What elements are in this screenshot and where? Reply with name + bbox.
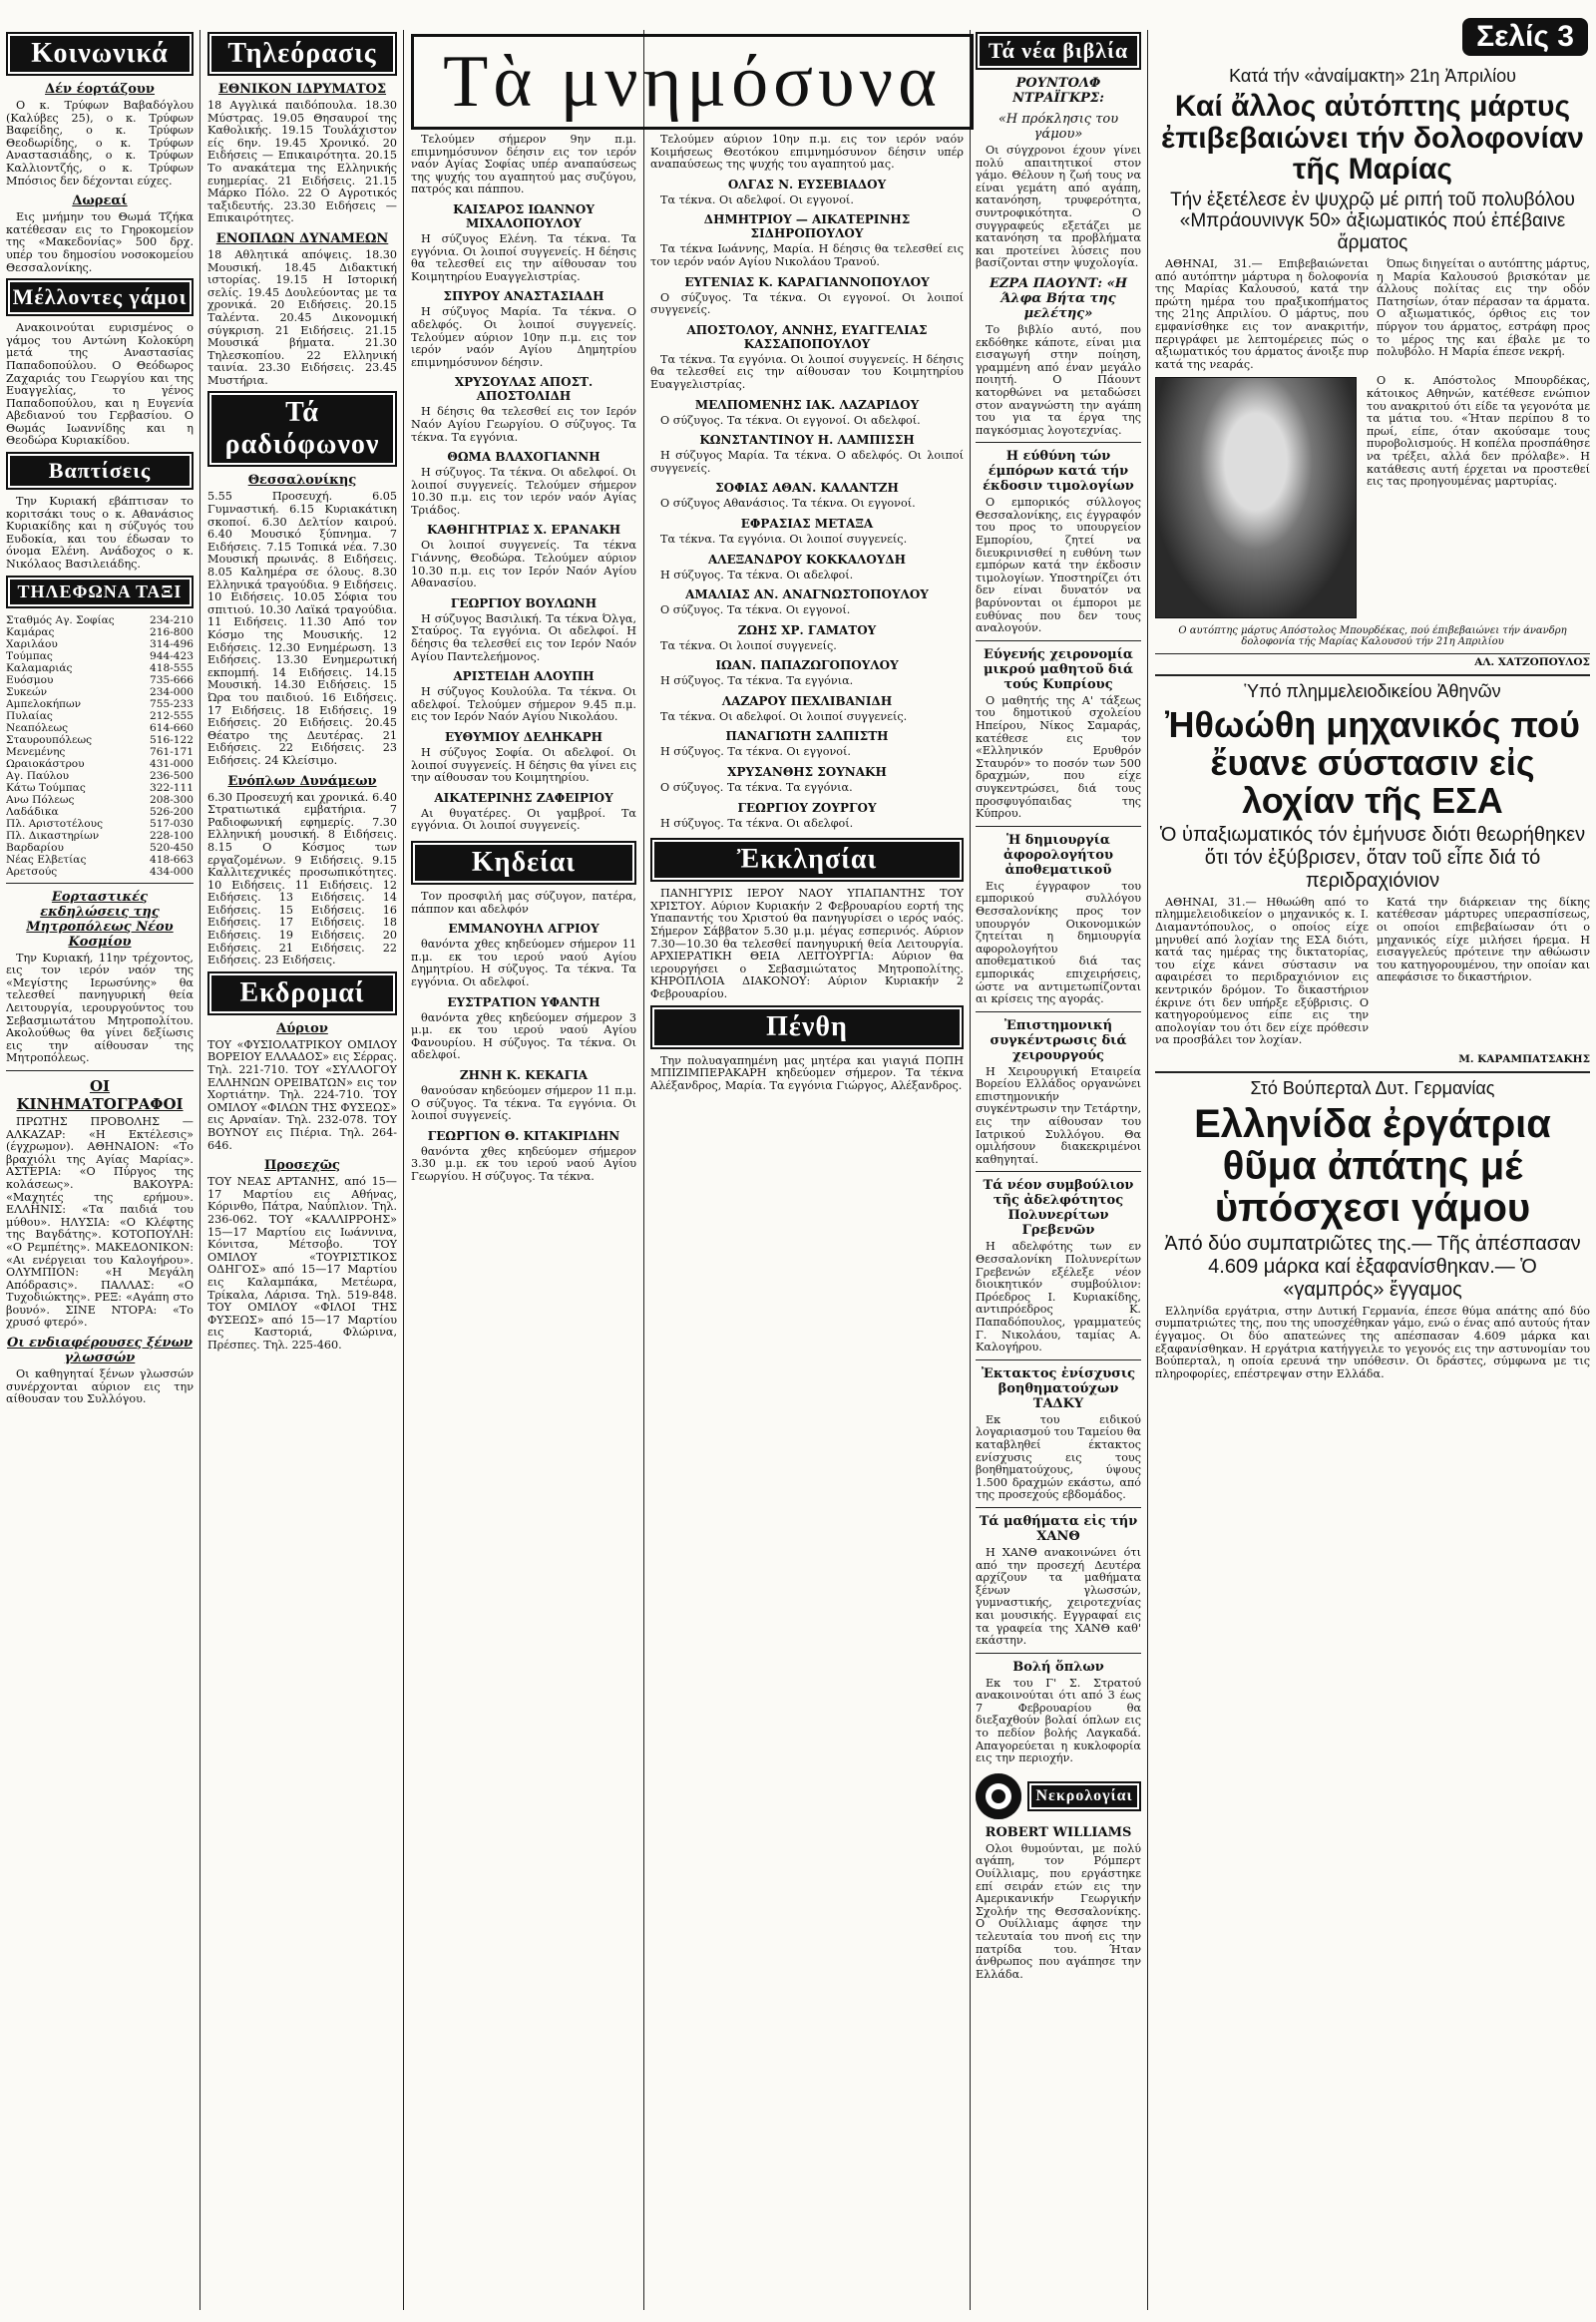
phone-number: 761-171 bbox=[149, 745, 194, 758]
phone-label: Πλ. Αριστοτέλους bbox=[6, 817, 104, 830]
phone-number: 755-233 bbox=[149, 697, 194, 710]
article-headline: Ελληνίδα ἐργάτρια θῦμα ἀπάτης μέ ὑπόσχεσι γάμου bbox=[1194, 1101, 1551, 1230]
phone-number: 212-555 bbox=[149, 709, 194, 722]
article-deck: Ὁ ὑπαξιωματικός τόν ἐμήνυσε διότι θεωρήθηκεν ὅτι τόν ἐξύβρισεν, ὅταν τοῦ εἶπε διά τό περιδραχιόνιον bbox=[1159, 823, 1586, 892]
section-header-mourning: Πένθη bbox=[650, 1005, 964, 1049]
article-body-top bbox=[1155, 258, 1590, 375]
notice-text: Η σύζυγος. Τα τέκνα. Οι εγγονοί. bbox=[660, 745, 851, 759]
paragraph: Την πολυαγαπημένη μας μητέρα και γιαγιά ΠΟΠΗ ΜΠΙΖΙΜΠΕΡΑΚΑΡΗ κηδεύομεν σήμερον. Τα τέκνα Αλέξανδρος, Μαρία. Τα εγγόνια Γιώργος, Αλέξανδρος. bbox=[650, 1053, 964, 1092]
deceased-name: ΓΕΩΡΓΙΟΝ Θ. ΚΙΤΑΚΙΡΙΔΗΝ bbox=[427, 1128, 620, 1143]
article-deck: Τήν ἐξετέλεσε ἐν ψυχρῷ μέ ριπή τοῦ πολυβόλου «Μπράουνινγκ 50» ἀξιωματικός πού ἐπέβαινε ἅρματος bbox=[1170, 189, 1575, 254]
article-title: Εύγενής χειρονομία μικρού μαθητοῦ διά τούς Κυπρίους bbox=[984, 646, 1133, 692]
notice-text: θανούσαν κηδεύομεν σήμερον 11 π.μ. Ο σύζυγος. Τα τέκνα. Τα εγγόνια. Οι λοιποί συγγενείς. bbox=[411, 1083, 636, 1123]
section-header-funerals: Κηδείαι bbox=[411, 841, 636, 885]
paragraph: Η ΧΑΝΘ ανακοινώνει ότι από την προσεχή Δευτέρα αρχίζουν τα μαθήματα ξένων γλωσσών, γυμναστικής, χειροτεχνίας και μουσικής. Εγγραφαί εις τα γραφεία της ΧΑΝΘ καθ' εκάστην. bbox=[976, 1545, 1141, 1648]
phone-number: 520-450 bbox=[149, 841, 194, 854]
memorial-list bbox=[650, 134, 964, 830]
notice-text: Η σύζυγος Σοφία. Οι αδελφοί. Οι λοιποί συγγενείς. Η δέησις θα γίνει εις την αίθουσαν του Κοιμητηρίου. bbox=[411, 746, 636, 785]
witness-photo bbox=[1155, 377, 1357, 618]
phone-row bbox=[6, 758, 194, 770]
article-title: Ἐκτακτος ἐνίσχυσις βοηθηματούχων ΤΑΔΚΥ bbox=[981, 1365, 1136, 1411]
phone-row bbox=[6, 674, 194, 686]
subheading: Αύριον bbox=[276, 1020, 328, 1036]
subheading: Οι ενδιαφέρουσες ξένων γλωσσών bbox=[7, 1336, 193, 1366]
paragraph: Ολοι θυμούνται, με πολύ αγάπη, τον Ρόμπερτ Ουίλλιαμς, που εργάστηκε επί σειράν ετών εις την Αμερικανικήν Γεωργικήν Σχολήν της Θεσσαλονίκης. Ο Ουίλλιαμς άφησε την τελευταία του πνοή εις την πατρίδα του. Ήταν άνθρωπος που αγάπησε την Ελλάδα. bbox=[976, 1841, 1141, 1981]
notice-text: Ο σύζυγος. Τα τέκνα. Τα εγγόνια. bbox=[660, 781, 853, 795]
subheading: Προσεχῶς bbox=[264, 1158, 340, 1174]
paragraph: Οι σύγχρονοι έχουν γίνει πολύ απαιτητικοί στον γάμο. Θέλουν η ζωή τους να είναι γεμάτη από αγάπη, κατανόηση, τρυφερότητα, συντροφικότητα. Ο συγγραφεύς εξετάζει με κατανόηση τα προβλήματα και προτείνει λύσεις που βασίζονται στην ψυχολογία. bbox=[976, 144, 1141, 270]
notice-text: Τα τέκνα. Οι λοιποί συγγενείς. bbox=[660, 638, 837, 652]
phone-label: Αμπελοκήπων bbox=[6, 697, 82, 710]
paragraph: Ο κ. Απόστολος Μπουρδέκας, κάτοικος Αθηνών, κατέθεσε ενώπιον του ανακριτού ότι είδε τα γεγονότα με τα μάτια του. «Ήταν περίπου 8 το πρωί, είπε, όταν ακούσαμε τους πυροβολισμούς. Η κοπέλα προσπάθησε να τρέξει, αλλά δεν πρόλαβε». Η κατάθεσις αυτή έρχεται να προστεθεί εις τας προηγουμένας μαρτυρίας. bbox=[1367, 375, 1590, 489]
notice-text: Τα τέκνα Ιωάννης, Μαρία. Η δέησις θα τελεσθεί εις τον ιερόν ναόν Αγίου Νικολάου Τρανού. bbox=[650, 242, 964, 268]
column-rule bbox=[403, 30, 404, 2310]
divider bbox=[976, 1171, 1141, 1172]
section-header-weddings: Μέλλοντες γάμοι bbox=[6, 278, 194, 316]
phone-number: 516-122 bbox=[149, 733, 194, 746]
notice-text: θανόντα χθες κηδεύομεν σήμερον 3.30 μ.μ. εκ του ιερού ναού Αγίου Γεωργίου. Η σύζυγος. Τα τέκνα. bbox=[411, 1144, 636, 1183]
photo-block bbox=[1155, 375, 1590, 622]
deceased-name: ΖΗΝΗ Κ. ΚΕΚΑΓΙΑ bbox=[459, 1067, 589, 1082]
column-memorials-2 bbox=[650, 134, 964, 2310]
deceased-name: ΑΙΚΑΤΕΡΙΝΗΣ ΖΑΦΕΙΡΙΟΥ bbox=[434, 790, 613, 805]
phone-label: Ανω Πόλεως bbox=[6, 793, 75, 806]
phone-number: 614-660 bbox=[149, 721, 194, 734]
divider bbox=[1155, 1071, 1590, 1073]
notice-text: Ο σύζυγος. Τα τέκνα. Οι εγγονοί. bbox=[660, 603, 851, 617]
paragraph: ΤΟΥ ΝΕΑΣ ΑΡΤΑΝΗΣ, από 15—17 Μαρτίου εις Αθήνας, Κόρινθο, Πάτρα, Ναύπλιον. Τηλ. 236-062. ΤΟΥ «ΚΑΛΛΙΡΡΟΗΣ» 15—17 Μαρτίου εις Ιωάννινα, Κόνιτσα, Μέτσοβο. ΤΟΥ ΟΜΙΛΟΥ «ΤΟΥΡΙΣΤΙΚΟΣ ΟΔΗΓΟΣ» από 15—17 Μαρτίου εις Καλαμπάκα, Μετέωρα, Τρίκαλα, Λάρισα. Τηλ. 519-848. ΤΟΥ ΟΜΙΛΟΥ «ΦΙΛΟΙ ΤΗΣ ΦΥΣΕΩΣ» από 15—17 Μαρτίου εις Καστοριά, Φλώρινα, Πρέσπες. Τηλ. 225-460. bbox=[207, 1175, 397, 1352]
notice-text: Τα τέκνα. Τα εγγόνια. Οι λοιποί συγγενείς. bbox=[660, 532, 908, 546]
notice-text: Η σύζυγος Ελένη. Τα τέκνα. Τα εγγόνια. Οι λοιποί συγγενείς. Η δέησις θα τελεσθεί εις την αίθουσαν του Κοιμητηρίου Ευαγγελιστρίας. bbox=[411, 231, 636, 283]
phone-row bbox=[6, 866, 194, 878]
subheading: Δέν έορτάζουν bbox=[45, 82, 155, 97]
column-rule bbox=[970, 30, 971, 2310]
deceased-name: ΟΛΓΑΣ Ν. ΕΥΣΕΒΙΑΔΟΥ bbox=[727, 177, 887, 192]
article-title: Τά μαθήματα εἰς τήν ΧΑΝΘ bbox=[979, 1513, 1138, 1544]
notice-text: Τον προσφιλή μας σύζυγον, πατέρα, πάππον και αδελφόν bbox=[411, 889, 636, 916]
phone-label: Αρετσούς bbox=[6, 865, 58, 878]
notice-text: Τα τέκνα. Οι αδελφοί. Οι εγγονοί. bbox=[660, 193, 854, 206]
section-header-new-books: Τά νέα βιβλία bbox=[976, 32, 1141, 70]
phone-row bbox=[6, 614, 194, 626]
column-books-news bbox=[976, 30, 1141, 2310]
paragraph: Η αδελφότης των εν Θεσσαλονίκη Πολυνερίτων Γρεβενών εξέλεξε νέον διοικητικόν συμβούλιον: Πρόεδρος Ι. Κυριακίδης, αντιπρόεδρος Κ. Παπαδόπουλος, γραμματεύς Γ. Νικολάου, ταμίας Α. Καλογήρου. bbox=[976, 1240, 1141, 1354]
phone-label: Ευόσμου bbox=[6, 673, 54, 686]
article-kicker: Στό Βούπερταλ Δυτ. Γερμανίας bbox=[1250, 1077, 1495, 1098]
column-tv-radio bbox=[207, 30, 397, 2310]
paragraph: Ανακοινούται ευρισμένος ο γάμος του Αντώνη Κολοκύρη μετά της Αναστασίας Παπαδοπούλου. Ο Θεόδωρος Ζαχαριάς του Γεωργίου και της Ευαγγελίας, το γένος Παπαδοπούλου, και η Ευγενία Αβεδιανού του Γερβασίου. Ο Θωμάς Ιωαννίδης και η Θεοδώρα Κυριακίδου. bbox=[6, 321, 194, 448]
photo-caption: Ο αυτόπτης μάρτυς Απόστολος Μπουρδέκας, πού έπιβεβαιώνει τήν άνανδρη δολοφονία τής Μαρίας Καλουσού τήν 21η Απριλίου bbox=[1155, 622, 1590, 654]
notice-text: Η σύζυγος. Τα τέκνα. Οι αδελφοί. Οι λοιποί συγγενείς. Τελούμεν σήμερον 10.30 π.μ. εις τον ιερόν ναόν Αγίας Τριάδος. bbox=[411, 466, 636, 517]
phone-number: 216-800 bbox=[149, 625, 194, 638]
paragraph: ΤΟΥ «ΦΥΣΙΟΛΑΤΡΙΚΟΥ ΟΜΙΛΟΥ ΒΟΡΕΙΟΥ ΕΛΛΑΔΟΣ» εις Σέρρας. Τηλ. 221-710. ΤΟΥ «ΣΥΛΛΟΓΟΥ ΕΛΛΗΝΩΝ ΟΡΕΙΒΑΤΩΝ» εις τον Χορτιάτην. Τηλ. 224-710. ΤΟΥ ΟΜΙΛΟΥ «ΦΙΛΩΝ ΤΗΣ ΦΥΣΕΩΣ» εις Αρναίαν. Τηλ. 232-078. ΤΟΥ ΒΟΥΝΟΥ εις Πιέρια. Τηλ. 264-646. bbox=[207, 1037, 397, 1152]
divider bbox=[6, 883, 194, 884]
phone-label: Νεαπόλεως bbox=[6, 721, 69, 734]
page-number-tag: Σελίς 3 bbox=[1462, 18, 1588, 56]
phone-row bbox=[6, 698, 194, 710]
phone-label: Αγ. Παύλου bbox=[6, 769, 70, 782]
deceased-name: ΑΛΕΞΑΝΔΡΟΥ ΚΟΚΚΑΛΟΥΔΗ bbox=[707, 552, 907, 567]
deceased-name: ΚΩΝΣΤΑΝΤΙΝΟΥ Η. ΛΑΜΠΙΣΣΗ bbox=[699, 433, 915, 448]
phone-number: 944-423 bbox=[149, 649, 194, 662]
section-header-tv: Τηλεόρασις bbox=[207, 32, 397, 76]
subheading: ΕΝΟΠΛΩΝ ΔΥΝΑΜΕΩΝ bbox=[215, 230, 389, 246]
byline: Μ. ΚΑΡΑΜΠΑΤΣΑΚΗΣ bbox=[1458, 1052, 1590, 1065]
phone-number: 431-000 bbox=[149, 757, 194, 770]
notice-text: Αι θυγατέρες. Οι γαμβροί. Τα εγγόνια. Οι λοιποί συγγενείς. bbox=[411, 806, 636, 833]
taxi-phone-list bbox=[6, 614, 194, 878]
notice-text: Η σύζυγος. Τα τέκνα. Οι αδελφοί. bbox=[660, 568, 854, 581]
phone-number: 234-000 bbox=[149, 685, 194, 698]
phone-row bbox=[6, 782, 194, 794]
divider bbox=[976, 1011, 1141, 1012]
phone-label: Χαριλάου bbox=[6, 637, 58, 650]
article-title: Τά νέον συμβούλιον τῆς ἀδελφότητος Πολυνερίτων Γρεβενῶν bbox=[983, 1178, 1134, 1239]
phone-label: Πυλαίας bbox=[6, 709, 53, 722]
column-social bbox=[6, 30, 194, 2310]
deceased-name: ΛΑΖΑΡΟΥ ΠΕΧΛΙΒΑΝΙΔΗ bbox=[721, 693, 893, 708]
phone-row bbox=[6, 686, 194, 698]
paragraph: Ο μαθητής της Α' τάξεως του δημοτικού σχολείου Ηπείρου, Νίκος Σαμαράς, κατέθεσε εις τον «Ελληνικόν Ερυθρόν Σταυρόν» το ποσόν των 500 δραχμών, που είχε συγκεντρώσει, διά τους προσφυγόπαιδας της Κύπρου. bbox=[976, 693, 1141, 821]
obituary-name: ROBERT WILLIAMS bbox=[985, 1824, 1132, 1840]
deceased-name: ΠΑΝΑΓΙΩΤΗ ΣΑΛΠΙΣΤΗ bbox=[725, 729, 889, 744]
memorial-list bbox=[411, 134, 636, 833]
notice-text: Η σύζυγος Μαρία. Τα τέκνα. Ο αδελφός. Οι λοιποί συγγενείς. Τελούμεν αύριον 10ην π.μ. εις τον ιερόν ναόν Αγίου Δημητρίου επιμνημόσυνον δέησιν. bbox=[411, 305, 636, 369]
column-memorials-1 bbox=[411, 134, 636, 2310]
phone-number: 526-200 bbox=[149, 805, 194, 818]
deceased-name: ΧΡΥΣΑΝΘΗΣ ΣΟΥΝΑΚΗ bbox=[727, 765, 887, 780]
subheading: Ενόπλων Δυνάμεων bbox=[227, 773, 377, 789]
divider bbox=[976, 1507, 1141, 1508]
phone-number: 418-555 bbox=[149, 661, 194, 674]
paragraph: 18 Αγγλικά παιδόπουλα. 18.30 Μύστρας. 19.05 Θησαυροί της Καθολικής. 19.15 Τουλάχιστον είς 6ην. 19.45 Χρονικό. 20 Ειδήσεις — Επικαιρότητα. 20.15 Το ανακάτεμα της Ελληνικής ευημερίας. 21 Ειδήσεις. 21.15 Μάρκο Πόλο. 22 Ο Αγροτικός ταξιδευτής. 23.30 Ειδήσεις — Επικαιρότητες. bbox=[207, 99, 397, 225]
phone-label: Σταυρουπόλεως bbox=[6, 733, 93, 746]
deceased-name: ΕΦΡΑΣΙΑΣ ΜΕΤΑΞΑ bbox=[740, 516, 874, 531]
notice-text: Η δέησις θα τελεσθεί εις τον Ιερόν Ναόν Αγίου Γεωργίου. Ο σύζυγος. Τα τέκνα. Τα εγγόνια. bbox=[411, 405, 636, 444]
paragraph: Την Κυριακή εβάπτισαν το κοριτσάκι τους ο κ. Αθανάσιος Κυριακίδης και η σύζυγός του Ευδοκία, και του έδωσαν το όνομα Ελένη. Ανάδοχος ο κ. Νικόλαος Βασιλειάδης. bbox=[6, 495, 194, 572]
obituary-header bbox=[976, 1773, 1141, 1819]
deceased-name: ΕΜΜΑΝΟΥΗΛ ΑΓΡΙΟΥ bbox=[448, 922, 599, 937]
notice-text: Η σύζυγος Βασιλική. Τα τέκνα Όλγα, Σταύρος. Τα εγγόνια. Οι αδελφοί. Η δέησις θα τελεσθεί εις τον Ιερόν Ναόν Αγίου Παντελεήμονος. bbox=[411, 611, 636, 663]
phone-label: Λαδάδικα bbox=[6, 805, 59, 818]
article-title: Βολή ὅπλων bbox=[1012, 1659, 1104, 1675]
notice-text: Ο σύζυγος. Τα τέκνα. Οι εγγονοί. Οι λοιποί συγγενείς. bbox=[650, 290, 964, 317]
section-header-taxi-phones: ΤΗΛΕΦΩΝΑ ΤΑΞΙ bbox=[6, 576, 194, 608]
deceased-name: ΔΗΜΗΤΡΙΟΥ — ΑΙΚΑΤΕΡΙΝΗΣ ΣΙΔΗΡΟΠΟΥΛΟΥ bbox=[703, 212, 911, 241]
phone-row bbox=[6, 770, 194, 782]
phone-row bbox=[6, 746, 194, 758]
deceased-name: ΣΠΥΡΟΥ ΑΝΑΣΤΑΣΙΑΔΗ bbox=[443, 289, 604, 304]
phone-number: 322-111 bbox=[149, 781, 194, 794]
column-rule bbox=[1147, 30, 1148, 2310]
phone-row bbox=[6, 806, 194, 818]
notice-text: Η σύζυγος. Τα τέκνα. Τα εγγόνια. bbox=[660, 674, 854, 688]
book-author: ΕΖΡΑ ΠΑΟΥΝΤ: «Η Άλφα Βήτα της μελέτης» bbox=[989, 275, 1128, 321]
deceased-name: ΜΕΛΠΟΜΕΝΗΣ ΙΑΚ. ΛΑΖΑΡΙΔΟΥ bbox=[694, 397, 920, 412]
phone-row bbox=[6, 710, 194, 722]
deceased-name: ΕΥΘΥΜΙΟΥ ΔΕΛΗΚΑΡΗ bbox=[444, 730, 603, 744]
page-title: Τὰ μνημόσυνα bbox=[443, 40, 942, 123]
paragraph: Ελληνίδα εργάτρια, στην Δυτική Γερμανία, έπεσε θύμα απάτης από δύο συμπατριώτες της, που της υποσχέθηκαν γάμο, ενώ ο ένας από αυτούς ήταν έγγαμος. Οι δύο απατεώνες της απέσπασαν 4.609 μάρκα και εξαφανίσθηκαν. Η εργάτρια κατήγγειλε το γεγονός εις την αστυνομίαν του Βούπερταλ, η οποία ερευνά την υπόθεσιν. Οι δράστες, σύμφωνα με τις πληροφορίες, επέστρεψαν στην Ελλάδα. bbox=[1155, 1304, 1590, 1380]
deceased-name: ΙΩΑΝ. ΠΑΠΑΖΩΓΟΠΟΥΛΟΥ bbox=[715, 658, 899, 673]
divider bbox=[1155, 674, 1590, 676]
phone-number: 234-210 bbox=[149, 613, 194, 626]
paragraph: 5.55 Προσευχή. 6.05 Γυμναστική. 6.15 Κυριακάτικη σκοποί. 6.30 Δελτίον καιρού. 6.40 Μουσικό ξύπνημα. 7 Ειδήσεις. 7.15 Τοπικά νέα. 7.30 Μουσική πρωινάς. 8 Ειδήσεις. 8.05 Καλημέρα σε όλους. 8.30 Ελληνικά τραγούδια. 9 Ειδήσεις. 10 Ειδήσεις. 10.05 Σόφια του σπιτιού. 10.30 Λαϊκά τραγούδια. 11 Ειδήσεις. 11.30 Από τον Κόσμο της Μουσικής. 12 Ειδήσεις. 12.30 Ενημέρωση. 13 Ειδήσεις. 13.30 Ενημερωτική εκπομπή. 14 Ειδήσεις. 14.15 Μουσική. 14.30 Ειδήσεις. 15 Ώρα του παιδιού. 16 Ειδήσεις. 17 Ειδήσεις. 18 Ειδήσεις. 19 Ειδήσεις. 20 Ειδήσεις. 20.45 Θέατρο της Δευτέρας. 21 Ειδήσεις. 22 Ειδήσεις. 23 Ειδήσεις. 24 Κλείσιμο. bbox=[207, 490, 397, 767]
paragraph: Εις έγγραφον του εμπορικού συλλόγου Θεσσαλονίκης προς τον υπουργόν Οικονομικών ζητείται η δημιουργία αφορολογήτου αποθεματικού διά τας εμπορικάς επιχειρήσεις, ώστε να αντιμετωπίζονται αι κρίσεις της αγοράς. bbox=[976, 879, 1141, 1006]
section-header-obituaries: Νεκρολογίαι bbox=[1027, 1781, 1141, 1811]
notice-text: Τα τέκνα. Τα εγγόνια. Οι λοιποί συγγενείς. Η δέησις θα τελεσθεί εις την αίθουσαν του Κοιμητηρίου Ευαγγελιστρίας. bbox=[650, 352, 964, 391]
article-body-mid bbox=[1155, 897, 1590, 1051]
paragraph: Ο εμπορικός σύλλογος Θεσσαλονίκης, εις έγγραφόν του προς το υπουργείον Εμπορίου, ζητεί να διευκρινισθεί η ευθύνη των εμπόρων κατά την έκδοσιν τιμολογίων. Υποστηρίζει ότι δεν είναι δυνατόν να βαρύνονται οι έμποροι με ευθύνας που δεν τους αναλογούν. bbox=[976, 496, 1141, 635]
deceased-name: ΓΕΩΡΓΙΟΥ ΒΟΥΛΩΝΗ bbox=[450, 595, 598, 610]
notice-text: Η σύζυγος. Τα τέκνα. Οι αδελφοί. bbox=[660, 816, 854, 830]
deceased-name: ΑΜΑΛΙΑΣ ΑΝ. ΑΝΑΓΝΩΣΤΟΠΟΥΛΟΥ bbox=[685, 587, 929, 602]
phone-number: 735-666 bbox=[149, 673, 194, 686]
paragraph: ΑΘΗΝΑΙ, 31.— Ηθωώθη από το πλημμελειοδικείον ο μηχανικός κ. Ι. Διαμαντόπουλος, ο οποίος είχε μηνυθεί από λοχίαν της ΕΣΑ διότι, κατά τας ημέρας της δικτατορίας, του είχε κάνει σύστασιν να αφαιρέσει το περιδραχιόνιον εις κεντρικόν δρόμον. Το δικαστήριον έκρινε ότι δεν υπήρξε εξύβρισις. Ο κατηγορούμενος είπε εις την απολογίαν του ότι δεν είχε πρόθεσιν να προσβάλει τον λοχίαν. bbox=[1155, 895, 1369, 1047]
phone-label: Βαρδαρίου bbox=[6, 841, 64, 854]
paragraph: Κατά την διάρκειαν της δίκης κατέθεσαν μάρτυρες υπερασπίσεως, οι οποίοι επιβεβαίωσαν ότι ο μηχανικός είχε μιλήσει ήρεμα. Η εισαγγελεύς πρότεινε την αθώωσιν του κατηγορουμένου, την οποίαν και απεφάσισε το δικαστήριον. bbox=[1377, 895, 1590, 984]
deceased-name: ΕΥΓΕΝΙΑΣ Κ. ΚΑΡΑΓΙΑΝΝΟΠΟΥΛΟΥ bbox=[684, 274, 930, 289]
notice-text: Οι λοιποί συγγενείς. Τα τέκνα Γιάννης, Θεοδώρα. Τελούμεν αύριον 10.30 π.μ. εις τον Ιερόν Ναόν Αγίου Αθανασίου. bbox=[411, 539, 636, 590]
paragraph: Εις μνήμην του Θωμά Τζήκα κατέθεσαν εις το Γηροκομείον της «Μακεδονίας» 500 δρχ. υπέρ του δημοσίου νοσοκομείου Θεσσαλονίκης. bbox=[6, 210, 194, 274]
phone-label: Κάτω Τούμπας bbox=[6, 781, 86, 794]
phone-row bbox=[6, 818, 194, 830]
paragraph: Ο κ. Τρύφων Βαβαδόγλου (Καλύβες 25), ο κ. Τρύφων Βαφείδης, ο κ. Τρύφων Θεοδωρίδης, ο κ. Τρύφων Αναστασιάδης, ο κ. Τρύφων Καλλιοντζής, ο κ. Τρύφων Μπόσιος δεν δέχονται εύχες. bbox=[6, 99, 194, 188]
divider bbox=[6, 1070, 194, 1071]
notice-text: θανόντα χθες κηδεύομεν σήμερον 3 μ.μ. εκ του ιερού ναού Αγίου Φανουρίου. Η σύζυγος. Τα τέκνα. Οι αδελφοί. bbox=[411, 1010, 636, 1062]
phone-number: 314-496 bbox=[149, 637, 194, 650]
phone-label: Σταθμός Αγ. Σοφίας bbox=[6, 613, 115, 626]
phone-row bbox=[6, 734, 194, 746]
notice-text: Η σύζυγος Μαρία. Τα τέκνα. Ο αδελφός. Οι λοιποί συγγενείς. bbox=[650, 449, 964, 475]
phone-number: 418-663 bbox=[149, 853, 194, 866]
paragraph: Το βιβλίο αυτό, που εκδόθηκε κάποτε, είναι μια εισαγωγή στην ποίηση, γραμμένη από έναν μεγάλο ποιητή. Ο Πάουντ κατορθώνει να μεταδώσει στον αναγνώστη την αγάπη του για τα έργα της παγκόσμιας λογοτεχνίας. bbox=[976, 322, 1141, 437]
subheading-cinemas: ΟΙ ΚΙΝΗΜΑΤΟΓΡΑΦΟΙ bbox=[16, 1076, 184, 1113]
paragraph: Η Χειρουργική Εταιρεία Βορείου Ελλάδος οργανώνει επιστημονικήν συγκέντρωσιν την Τετάρτην, εις την αίθουσαν του Ιατρικού Συλλόγου. Θα ομιλήσουν διακεκριμένοι καθηγηταί. bbox=[976, 1064, 1141, 1166]
paragraph: Οι καθηγηταί ξένων γλωσσών συνέρχονται αύριον εις την αίθουσαν του Συλλόγου. bbox=[6, 1367, 194, 1406]
article-title: Ἐπιστημονική συγκέντρωσις διά χειρουργούς bbox=[990, 1017, 1127, 1063]
funeral-list bbox=[411, 891, 636, 1184]
book-title: «Η πρόκλησις του γάμου» bbox=[998, 112, 1119, 142]
phone-row bbox=[6, 794, 194, 806]
paragraph: Όπως διηγείται ο αυτόπτης μάρτυς, η Μαρία Καλουσού βρισκόταν με άλλους πολίτας εις την οδόν Πατησίων, όταν πέρασαν τα άρματα. Ο αξιωματικός, όρθιος εις τον πύργον του άρματος, εστράφη προς το μέρος της και έβαλε με το πολυβόλο. Η Μαρία έπεσε νεκρή. bbox=[1377, 257, 1590, 359]
deceased-name: ΓΕΩΡΓΙΟΥ ΖΟΥΡΓΟΥ bbox=[737, 800, 877, 815]
phone-row bbox=[6, 830, 194, 842]
phone-number: 236-500 bbox=[149, 769, 194, 782]
article-kicker: Ὑπό πλημμελειοδικείου Ἀθηνῶν bbox=[1244, 681, 1501, 702]
deceased-name: ΕΥΣΤΡΑΤΙΟΝ ΥΦΑΝΤΗ bbox=[447, 994, 600, 1009]
section-header-baptisms: Βαπτίσεις bbox=[6, 452, 194, 490]
phone-number: 208-300 bbox=[149, 793, 194, 806]
notice-text: Τα τέκνα. Οι αδελφοί. Οι λοιποί συγγενείς. bbox=[660, 709, 908, 723]
phone-row bbox=[6, 854, 194, 866]
column-rule bbox=[643, 30, 644, 2310]
phone-row bbox=[6, 626, 194, 638]
paragraph: Εκ του Γ' Σ. Στρατού ανακοινούται ότι από 3 έως 7 Φεβρουαρίου θα διεξαχθούν βολαί όπλων εις το πεδίον βολής Λαγκαδά. Απαγορεύεται η κυκλοφορία εις την περιοχήν. bbox=[976, 1676, 1141, 1765]
phone-number: 228-100 bbox=[149, 829, 194, 842]
deceased-name: ΑΡΙΣΤΕΙΔΗ ΑΛΟΥΠΗ bbox=[453, 669, 595, 684]
memorials-title-banner bbox=[411, 34, 974, 130]
deceased-name: ΖΩΗΣ ΧΡ. ΓΑΜΑΤΟΥ bbox=[737, 622, 877, 637]
phone-label: Μενεμένης bbox=[6, 745, 66, 758]
phone-label: Νέας Ελβετίας bbox=[6, 853, 87, 866]
deceased-name: ΣΟΦΙΑΣ ΑΘΑΝ. ΚΑΛΑΝΤΖΗ bbox=[715, 481, 899, 496]
notice-text: θανόντα χθες κηδεύομεν σήμερον 11 π.μ. εκ του ιερού ναού Αγίου Δημητρίου. Η σύζυγος. Τα τέκνα. Τα εγγόνια. Οι αδελφοί. bbox=[411, 938, 636, 988]
subheading: ΕΘΝΙΚΟΝ ΙΔΡΥΜΑΤΟΣ bbox=[217, 82, 387, 97]
notice-text: Τελούμεν σήμερον 9ην π.μ. επιμνημόσυνον δέησιν εις τον ιερόν ναόν Αγίας Σοφίας υπέρ αναπαύσεως της ψυχής του αγαπητού μας συζύγου, πατρός και πάππου. bbox=[411, 134, 636, 196]
divider bbox=[976, 1359, 1141, 1360]
phone-label: Καλαμαριάς bbox=[6, 661, 73, 674]
paragraph: ΑΘΗΝΑΙ, 31.— Επιβεβαιώνεται από αυτόπτην μάρτυρα η δολοφονία της Μαρίας Καλουσού, κατά την πρώτη ημέρα του πραξικοπήματος της 21ης Απριλίου. Ο μάρτυς, που εμφανίσθηκε εις τον ανακριτήν, περιγράφει με λεπτομέρειες πώς ο αξιωματικός του άρματος άνοιξε πυρ κατά της νεαράς. bbox=[1155, 257, 1369, 371]
deceased-name: ΘΩΜΑ ΒΛΑΧΟΓΙΑΝΝΗ bbox=[447, 450, 600, 465]
phone-row bbox=[6, 662, 194, 674]
paragraph: Εκ του ειδικού λογαριασμού του Ταμείου θα καταβληθεί έκτακτος ενίσχυσις εις τους βοηθηματούχους, ύψους 1.500 δραχμών εκάστω, από της προσεχούς εβδομάδος. bbox=[976, 1412, 1141, 1502]
section-header-churches: Ἐκκλησίαι bbox=[650, 838, 964, 882]
paragraph: 6.30 Προσευχή και χρονικά. 6.40 Στρατιωτικά εμβατήρια. 7 Ραδιοφωνική εφημερίς. 7.30 Ελληνική μουσική. 8 Ειδήσεις. 8.15 Ο Κόσμος των εργαζομένων. 9 Ειδήσεις. 9.15 Καλλιτεχνικές προσωπικότητες. 10 Ειδήσεις. 11 Ειδήσεις. 12 Ειδήσεις. 13 Ειδήσεις. 14 Ειδήσεις. 15 Ειδήσεις. 16 Ειδήσεις. 17 Ειδήσεις. 18 Ειδήσεις. 19 Ειδήσεις. 20 Ειδήσεις. 21 Ειδήσεις. 22 Ειδήσεις. 23 Ειδήσεις. bbox=[207, 790, 397, 968]
phone-row bbox=[6, 842, 194, 854]
phone-row bbox=[6, 650, 194, 662]
deceased-name: ΚΑΙΣΑΡΟΣ ΙΩΑΝΝΟΥ ΜΙΧΑΛΟΠΟΥΛΟΥ bbox=[453, 201, 595, 230]
divider bbox=[976, 640, 1141, 641]
phone-label: Πλ. Δικαστηρίων bbox=[6, 829, 100, 842]
notice-text: Η σύζυγος Κουλούλα. Τα τέκνα. Οι αδελφοί. Τελούμεν σήμερον 9.45 π.μ. εις τον Ιερόν Ναόν Αγίου Νικολάου. bbox=[411, 685, 636, 724]
notice-text: Τελούμεν αύριον 10ην π.μ. εις τον ιερόν ναόν Κοιμήσεως Θεοτόκου επιμνημόσυνον δέησιν υπέρ αναπαύσεως της ψυχής του αγαπητού μας. bbox=[650, 134, 964, 172]
book-author: ΡΟΥΝΤΟΛΦ ΝΤΡΑΪΓΚΡΣ: bbox=[1012, 76, 1104, 106]
article-headline: Καί ἄλλος αὐτόπτης μάρτυς ἐπιβεβαιώνει τήν δολοφονίαν τῆς Μαρίας bbox=[1161, 90, 1584, 186]
paragraph: 18 Αθλητικά απόψεις. 18.30 Μουσική. 18.45 Διδακτική ιστορίας. 19.15 Η Ιστορική σελίς. 19.45 Δουλεύοντας με τα χρονικά. 20 Ειδήσεις. 20.15 Ταλέντα. 20.45 Δικονομική σύγκριση. 21 Ειδήσεις. 21.15 Μουσικά βήματα. 21.30 Τηλεσκοπίου. 22 Ελληνική ταινία. 23.30 Ειδήσεις. 23.45 Μυστήρια. bbox=[207, 247, 397, 387]
phone-label: Συκεών bbox=[6, 685, 48, 698]
notice-text: Ο σύζυγος Αθανάσιος. Τα τέκνα. Οι εγγονοί. bbox=[660, 497, 916, 511]
phone-number: 434-000 bbox=[149, 865, 194, 878]
obituary-emblem-icon bbox=[976, 1773, 1021, 1819]
divider bbox=[976, 442, 1141, 443]
section-header-social: Κοινωνικά bbox=[6, 32, 194, 76]
deceased-name: ΑΠΟΣΤΟΛΟΥ, ΑΝΝΗΣ, ΕΥΑΓΓΕΛΙΑΣ ΚΑΣΣΑΠΟΠΟΥΛΟΥ bbox=[686, 322, 928, 351]
section-header-excursions: Εκδρομαί bbox=[207, 971, 397, 1015]
divider bbox=[976, 1653, 1141, 1654]
article-title: Ἡ δημιουργία ἀφορολογήτου ἀποθεματικοῦ bbox=[1002, 832, 1113, 878]
deceased-name: ΧΡΥΣΟΥΛΑΣ ΑΠΟΣΤ. ΑΠΟΣΤΟΛΙΔΗ bbox=[454, 375, 594, 404]
subheading: Εορταστικές εκδηλώσεις της Μητροπόλεως Νέου Κοσμίου bbox=[26, 889, 174, 950]
paragraph: ΠΑΝΗΓΥΡΙΣ ΙΕΡΟΥ ΝΑΟΥ ΥΠΑΠΑΝΤΗΣ ΤΟΥ ΧΡΙΣΤΟΥ. Αύριον Κυριακήν 2 Φεβρουαρίου εορτή της Υπαπαντής του Χριστού θα πανηγυρίσει ο ιερός ναός. Σήμερον Σάββατον 5.30 μ.μ. μέγας εσπερινός. Αύριον 7.30—10.30 θα τελεσθεί πανηγυρική θεία Λειτουργία. ΑΡΧΙΕΡΑΤΙΚΗ ΘΕΙΑ ΛΕΙΤΟΥΡΓΙΑ: Αύριον θα ιερουργήσει ο Σεβασμιώτατος Μητροπολίτης. ΚΗΡΟΠΛΟΙΑ ΔΙΑΚΟΝΟΥ: Αύριον Κυριακήν 2 Φεβρουαρίου. bbox=[650, 887, 964, 1000]
divider bbox=[976, 826, 1141, 827]
column-front-news bbox=[1155, 62, 1590, 2310]
phone-label: Ωραιοκάστρου bbox=[6, 757, 85, 770]
article-headline: Ἠθωώθη μηχανικός πού ἔυανε σύστασιν εἰς λοχίαν τῆς ΕΣΑ bbox=[1165, 704, 1580, 821]
phone-row bbox=[6, 638, 194, 650]
section-header-radio: Τά ραδιόφωνον bbox=[207, 391, 397, 467]
article-deck: Ἀπό δύο συμπατριῶτες της.— Τῆς ἀπέσπασαν 4.609 μάρκα καί ἐξαφανίσθηκαν.— Ὁ «γαμπρός» ἔγγαμος bbox=[1164, 1232, 1581, 1301]
subheading: Θεσσαλονίκης bbox=[247, 473, 357, 489]
notice-text: Ο σύζυγος. Τα τέκνα. Οι εγγονοί. Οι αδελφοί. bbox=[660, 413, 921, 427]
deceased-name: ΚΑΘΗΓΗΤΡΙΑΣ Χ. ΕΡΑΝΑΚΗ bbox=[426, 523, 621, 538]
paragraph: ΠΡΩΤΗΣ ΠΡΟΒΟΛΗΣ — ΑΛΚΑΖΑΡ: «Η Εκτέλεσις» (έγχρωμον). ΑΘΗΝΑΙΟΝ: «Το βραχιόλι της Αγίας Μαρίας». ΑΣΤΕΡΙΑ: «Ο Πύργος της κολάσεως». ΒΑΚΟΥΡΑ: «Μαχητές της ερήμου». ΕΛΛΗΝΙΣ: «Τα παιδιά του μύθου». ΗΛΥΣΙΑ: «Ο Κλέφτης της Βαγδάτης». ΚΟΤΟΠΟΥΛΗ: «Ο Ρεμπέτης». ΜΑΚΕΔΟΝΙΚΟΝ: «Αι ενέργειαι του Καλογήρου». ΟΛΥΜΠΙΟΝ: «Η Μεγάλη Απόδρασις». ΠΑΛΛΑΣ: «Ο Τυχοδιώκτης». ΡΕΞ: «Αγάπη στο βουνό». ΣΙΝΕ ΝΤΟΡΑ: «Το χρυσό φτερό». bbox=[6, 1114, 194, 1330]
phone-row bbox=[6, 722, 194, 734]
subheading: Δωρεαί bbox=[72, 194, 128, 209]
phone-label: Τούμπας bbox=[6, 649, 53, 662]
paragraph: Την Κυριακή, 11ην τρέχοντος, εις τον ιερόν ναόν της «Μεγίστης Ιερωσύνης» θα τελεσθεί πανηγυρική θεία Λειτουργία, ιερουργούντος του Σεβασμιωτάτου Μητροπολίτου. Ακολούθως θα γίνει δεξίωσις εις την αίθουσαν της Μητροπόλεως. bbox=[6, 951, 194, 1065]
phone-label: Καμάρας bbox=[6, 625, 55, 638]
phone-number: 517-030 bbox=[149, 817, 194, 830]
article-kicker: Κατά τήν «ἀναίμακτη» 21η Ἀπριλίου bbox=[1229, 66, 1516, 86]
article-title: Η εύθύνη τών έμπόρων κατά τήν έκδοσιν τιμολογίων bbox=[983, 449, 1134, 495]
byline: ΑΛ. ΧΑΤΖΟΠΟΥΛΟΣ bbox=[1474, 656, 1590, 669]
